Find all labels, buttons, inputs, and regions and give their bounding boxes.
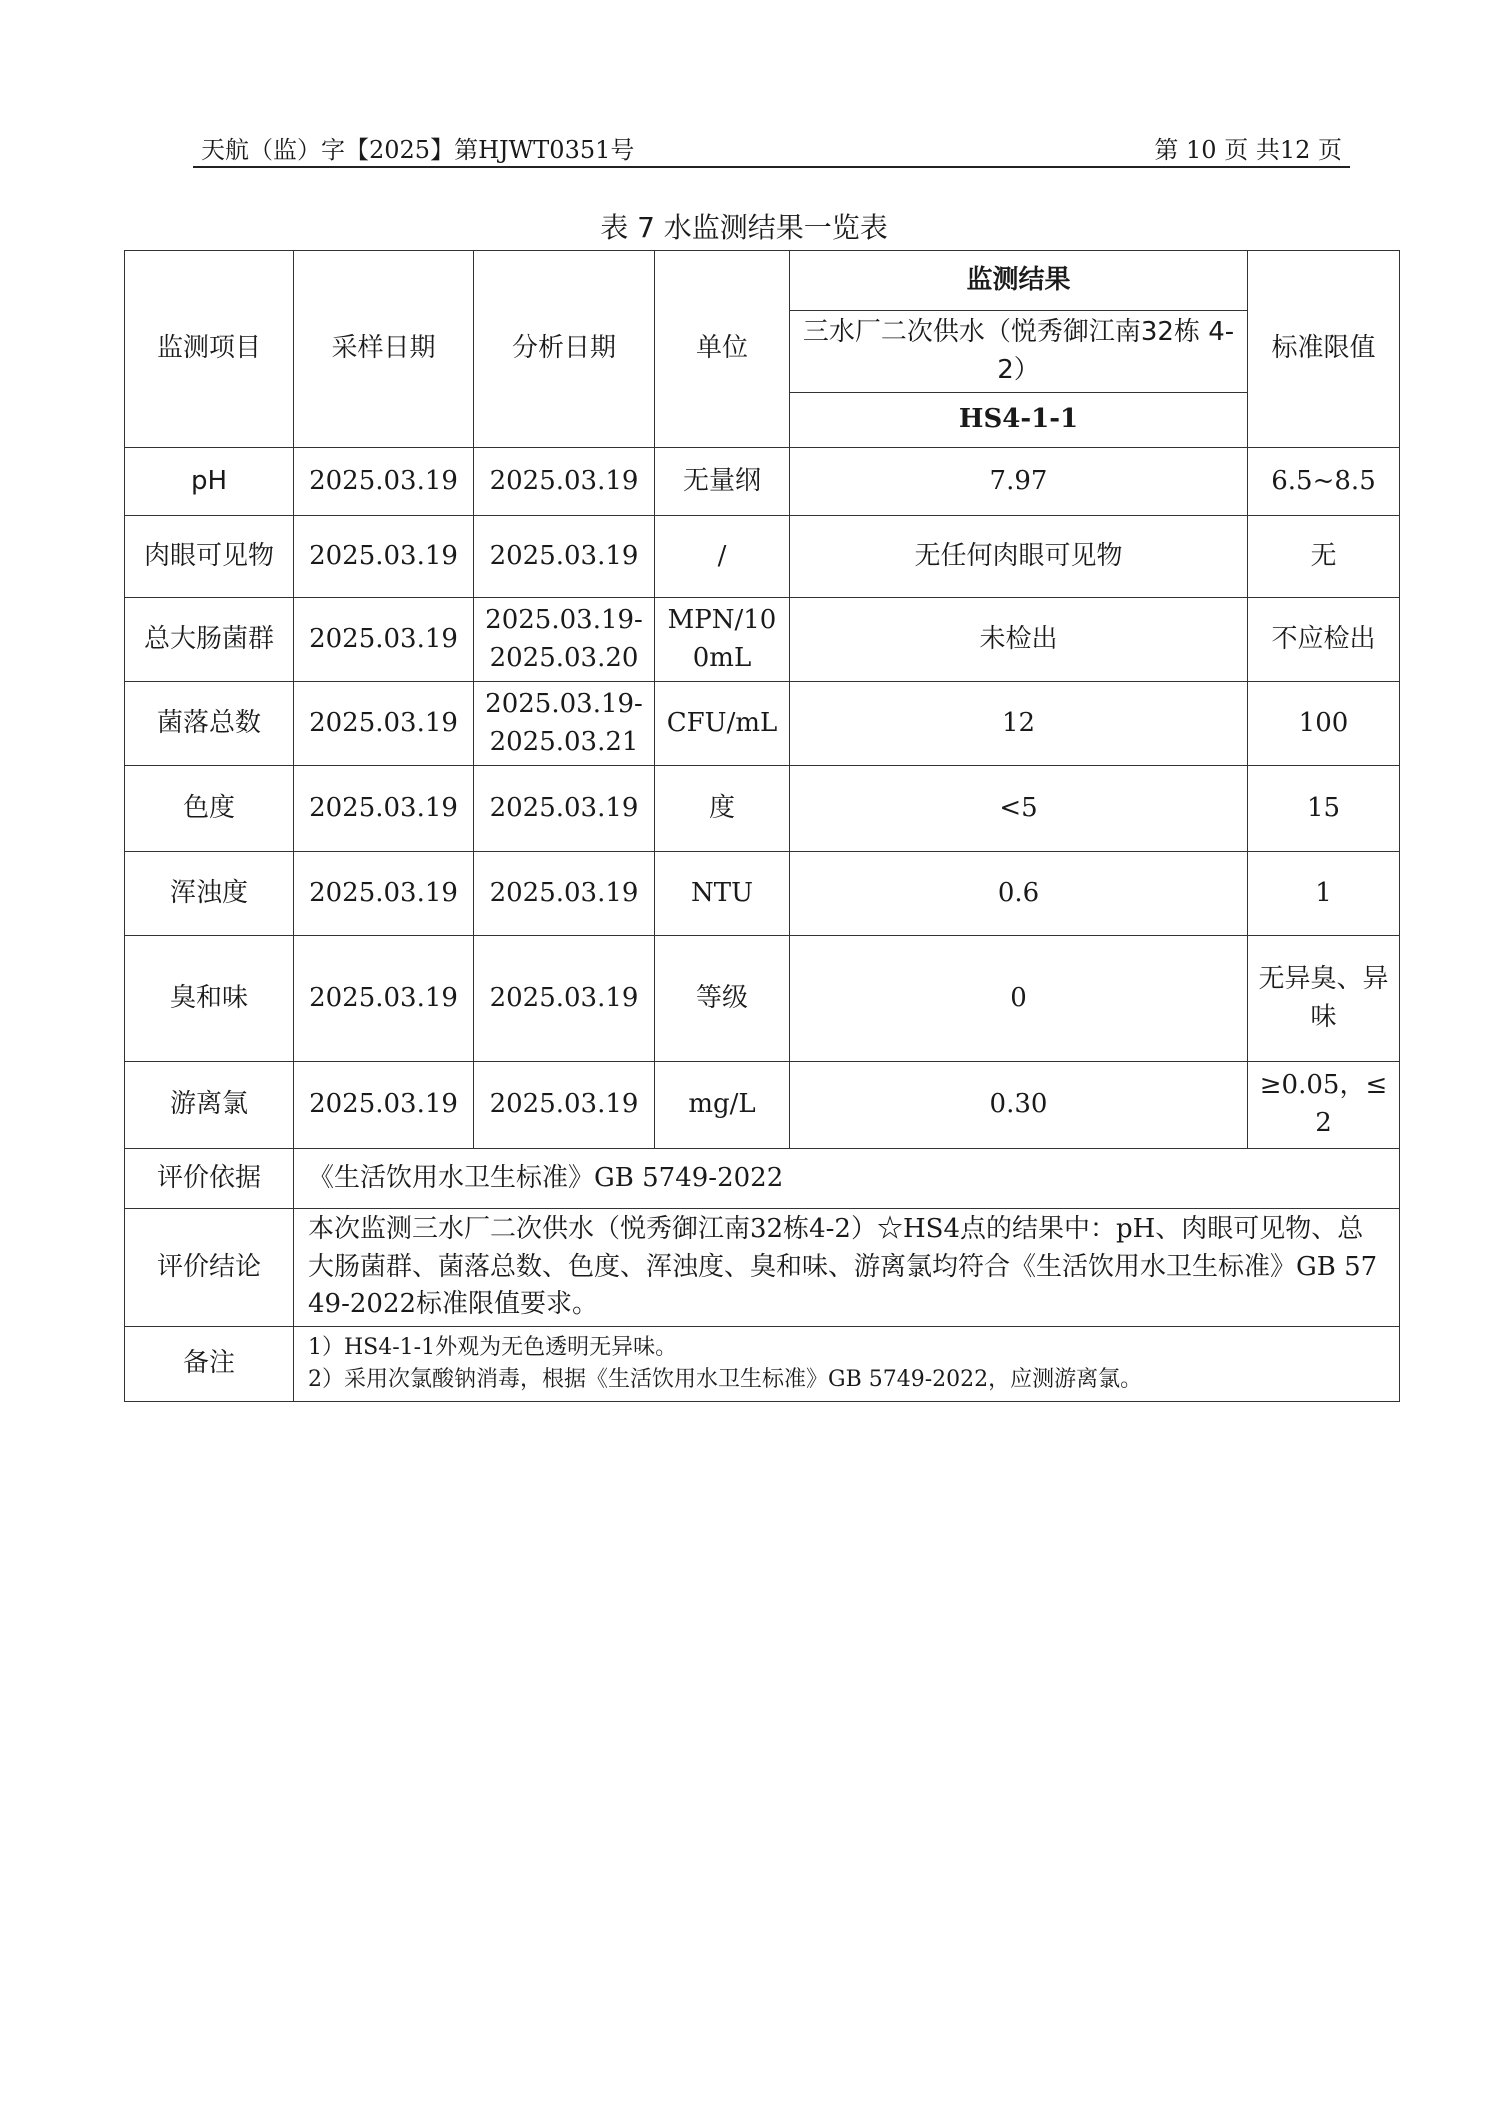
- row-limit: 无: [1248, 516, 1400, 598]
- row-sample-date: 2025.03.19: [294, 1062, 474, 1149]
- row-unit: MPN/100mL: [655, 598, 790, 682]
- table-row: [125, 682, 1400, 766]
- row-item: pH: [125, 448, 294, 516]
- row-item: 色度: [125, 766, 294, 852]
- header-analysis-date: 分析日期: [474, 251, 655, 448]
- water-monitoring-table: [124, 250, 1400, 1402]
- row-limit: 1: [1248, 852, 1400, 936]
- header-sample-id: HS4-1-1: [790, 393, 1248, 448]
- remark-line: 1）HS4-1-1外观为无色透明无异味。: [308, 1335, 678, 1361]
- row-result: 0.6: [790, 852, 1248, 936]
- row-unit: 无量纲: [655, 448, 790, 516]
- table-row: [125, 448, 1400, 516]
- table-row: [125, 516, 1400, 598]
- row-analysis-date: 2025.03.19: [474, 766, 655, 852]
- row-sample-date: 2025.03.19: [294, 448, 474, 516]
- row-item: 肉眼可见物: [125, 516, 294, 598]
- row-unit: CFU/mL: [655, 682, 790, 766]
- basis-label: 评价依据: [125, 1149, 294, 1209]
- remarks-text: [294, 1327, 1400, 1402]
- row-result: 0: [790, 936, 1248, 1062]
- row-analysis-date: 2025.03.19: [474, 936, 655, 1062]
- basis-text: 《生活饮用水卫生标准》GB 5749-2022: [294, 1149, 1400, 1209]
- row-analysis-date: 2025.03.19-2025.03.21: [474, 682, 655, 766]
- row-limit: ≥0.05，≤2: [1248, 1062, 1400, 1149]
- remarks-label: 备注: [125, 1327, 294, 1402]
- header-location: 三水厂二次供水（悦秀御江南32栋 4-2）: [790, 311, 1248, 393]
- row-unit: mg/L: [655, 1062, 790, 1149]
- row-unit: NTU: [655, 852, 790, 936]
- row-sample-date: 2025.03.19: [294, 936, 474, 1062]
- row-result: 0.30: [790, 1062, 1248, 1149]
- row-unit: 等级: [655, 936, 790, 1062]
- header-limit: 标准限值: [1248, 251, 1400, 448]
- page-number: 第 10 页 共12 页: [1154, 136, 1342, 164]
- row-sample-date: 2025.03.19: [294, 766, 474, 852]
- row-limit: 无异臭、异味: [1248, 936, 1400, 1062]
- conclusion-row: [125, 1209, 1400, 1327]
- row-analysis-date: 2025.03.19: [474, 516, 655, 598]
- table-row: [125, 598, 1400, 682]
- row-item: 游离氯: [125, 1062, 294, 1149]
- row-analysis-date: 2025.03.19: [474, 852, 655, 936]
- conclusion-label: 评价结论: [125, 1209, 294, 1327]
- row-unit: 度: [655, 766, 790, 852]
- row-sample-date: 2025.03.19: [294, 852, 474, 936]
- row-analysis-date: 2025.03.19-2025.03.20: [474, 598, 655, 682]
- remarks-row: [125, 1327, 1400, 1402]
- conclusion-text: 本次监测三水厂二次供水（悦秀御江南32栋4-2）☆HS4点的结果中：pH、肉眼可见物、总大肠菌群、菌落总数、色度、浑浊度、臭和味、游离氯均符合《生活饮用水卫生标准》GB 5749-2022标准限值要求。: [294, 1209, 1400, 1327]
- table-row: [125, 852, 1400, 936]
- row-sample-date: 2025.03.19: [294, 598, 474, 682]
- row-limit: 15: [1248, 766, 1400, 852]
- row-analysis-date: 2025.03.19: [474, 1062, 655, 1149]
- table-caption: 表 7 水监测结果一览表: [600, 211, 888, 244]
- basis-row: [125, 1149, 1400, 1209]
- table-row: [125, 1062, 1400, 1149]
- header-sample-date: 采样日期: [294, 251, 474, 448]
- row-item: 菌落总数: [125, 682, 294, 766]
- report-number: 天航（监）字【2025】第HJWT0351号: [201, 136, 635, 164]
- row-item: 臭和味: [125, 936, 294, 1062]
- remark-line: 2）采用次氯酸钠消毒，根据《生活饮用水卫生标准》GB 5749-2022，应测游离氯。: [308, 1367, 1143, 1393]
- row-limit: 不应检出: [1248, 598, 1400, 682]
- row-item: 浑浊度: [125, 852, 294, 936]
- row-sample-date: 2025.03.19: [294, 516, 474, 598]
- header-item: 监测项目: [125, 251, 294, 448]
- row-result: 7.97: [790, 448, 1248, 516]
- row-unit: /: [655, 516, 790, 598]
- table-row: [125, 936, 1400, 1062]
- row-result: 12: [790, 682, 1248, 766]
- row-analysis-date: 2025.03.19: [474, 448, 655, 516]
- header-unit: 单位: [655, 251, 790, 448]
- table-row: [125, 766, 1400, 852]
- row-limit: 100: [1248, 682, 1400, 766]
- row-result: <5: [790, 766, 1248, 852]
- row-limit: 6.5~8.5: [1248, 448, 1400, 516]
- row-result: 未检出: [790, 598, 1248, 682]
- row-result: 无任何肉眼可见物: [790, 516, 1248, 598]
- row-item: 总大肠菌群: [125, 598, 294, 682]
- page-header: [193, 130, 1350, 168]
- header-result-group: 监测结果: [790, 251, 1248, 311]
- row-sample-date: 2025.03.19: [294, 682, 474, 766]
